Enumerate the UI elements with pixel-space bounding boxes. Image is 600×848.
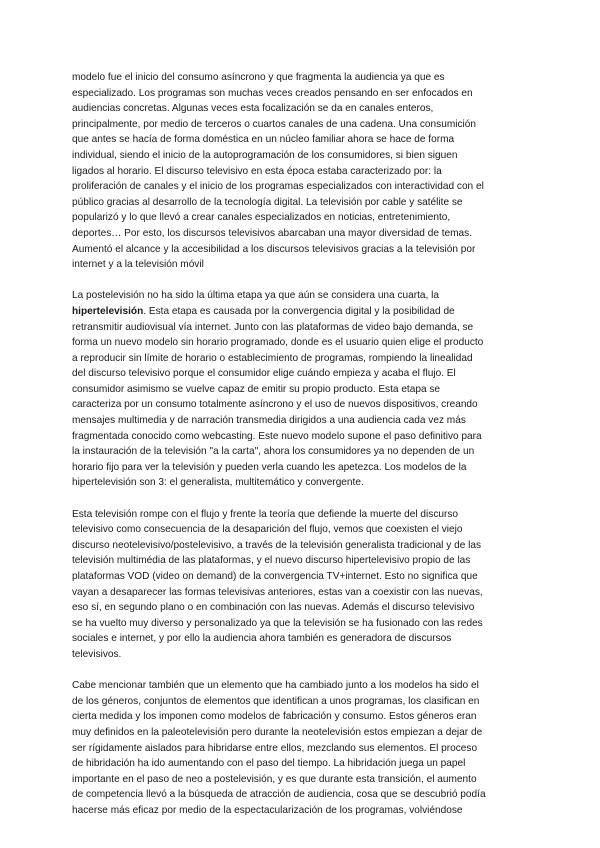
text-line: Cabe mencionar también que un elemento que ha cambiado junto a los modelos ha sido el xyxy=(72,680,479,692)
text-line: principalmente, por medio de terceros o cuartos canales de una cadena. Una consumición xyxy=(72,118,476,130)
text-line: Esta televisión rompe con el flujo y frente la teoría que defiende la muerte del discurso xyxy=(72,508,459,520)
text-line: muy definidos en la paleotelevisión pero durante la neotelevisión estos empiezan a dejar de xyxy=(72,726,483,738)
text-line: cierta medida y los imponen como modelos de fabricación y consumo. Estos géneros eran xyxy=(72,711,477,723)
text-line: de competencia llevó a la búsqueda de atracción de audiencia, cosa que se descubrió podía xyxy=(72,789,486,801)
text-line: deportes… Por esto, los discursos televisivos abarcaban una mayor diversidad de temas. xyxy=(72,227,473,239)
text-line: fragmentada conocido como webcasting. Este nuevo modelo supone el paso definitivo para xyxy=(72,430,482,442)
text-line: horario fijo para ver la televisión y pueden verla cuando les apetezca. Los modelos de la xyxy=(72,461,467,473)
text-line-with-term xyxy=(72,306,455,317)
text-line: que antes se hacía de forma doméstica en un núcleo familiar ahora se hace de forma xyxy=(72,134,455,146)
text-line: especializado. Los programas son muchas veces creados pensando en ser enfocados en xyxy=(72,87,473,99)
text-line: La postelevisión no ha sido la última etapa ya que aún se considera una cuarta, la xyxy=(72,290,439,302)
text-line: televisivos. xyxy=(72,648,122,660)
paragraph-1 xyxy=(72,70,527,273)
text-line: mensajes multimedia y de narración transmedia dirigidos a una audiencia cada vez más xyxy=(72,415,466,427)
bold-term: hipertelevisión xyxy=(72,305,144,317)
text-line: del discurso televisivo porque el consumidor elige cuándo empieza y acaba el flujo. El xyxy=(72,368,456,380)
text-line: la instauración de la televisión "a la carta", ahora los consumidores ya no dependen de un xyxy=(72,446,475,458)
text-line: individual, siendo el inicio de la autoprogramación de los consumidores, si bien siguen xyxy=(72,149,458,161)
text-line: caracteriza por un consumo totalmente asíncrono y el uso de nuevos dispositivos, creando xyxy=(72,399,478,411)
text-line: discurso neotelevisivo/postelevisivo, a través de la televisión generalista tradicional y de las xyxy=(72,539,482,551)
text-line: forma un nuevo modelo sin horario programado, donde es el usuario quien elige el producto xyxy=(72,337,484,349)
text-line: audiencias concretas. Algunas veces esta focalización se da en canales enteros, xyxy=(72,103,434,115)
text-line: de los géneros, conjuntos de elementos que identifican a unos programas, los clasifican en xyxy=(72,695,480,707)
paragraph-4 xyxy=(72,678,527,818)
text-line: a reproducir sin límite de horario o establecimiento de programas, rompiendo la linealidad xyxy=(72,352,473,364)
text-line: televisivo como consecuencia de la desaparición del flujo, vemos que coexisten el viejo xyxy=(72,524,463,536)
text-line: proliferación de canales y el inicio de los programas especializados con interactividad con el xyxy=(72,181,484,193)
text-line: internet y a la televisión móvil xyxy=(72,259,204,271)
text-line: sociales e internet, y por ello la audiencia ahora también es generadora de discursos xyxy=(72,633,452,645)
text-line: retransmitir audiovisual vía internet. Junto con las plataformas de video bajo demanda, se xyxy=(72,321,474,333)
text-line: vayan a desaparecer las formas televisivas anteriores, estas van a coexistir con las nuevas, xyxy=(72,586,483,598)
text-line: popularizó y lo que llevó a crear canales especializados en noticias, entretenimiento, xyxy=(72,212,451,224)
text-line: televisión multimédia de las plataformas, y el nuevo discurso hipertelevisivo propio de las xyxy=(72,555,471,567)
document-body xyxy=(72,70,527,834)
text-line: consumidor asimismo se vuelve capaz de emitir su propio producto. Esta etapa se xyxy=(72,383,441,395)
text-line: plataformas VOD (video on demand) de la convergencia TV+internet. Esto no significa que xyxy=(72,571,478,582)
text-line: público gracias al desarrollo de la tecnología digital. La televisión por cable y satélite se xyxy=(72,196,463,208)
paragraph-3 xyxy=(72,507,527,663)
paragraph-2 xyxy=(72,288,527,491)
text-line: se ha vuelto muy diverso y personalizado ya que la televisión se ha fusionado con las redes xyxy=(72,617,483,629)
text-line: de hibridación ha ido aumentando con el paso del tiempo. La hibridación juega un papel xyxy=(72,758,466,770)
text-fragment: . Esta etapa es causada por la convergencia digital y la posibilidad de xyxy=(143,305,455,317)
text-line: hipertelevisión son 3: el generalista, multitemático y convergente. xyxy=(72,477,364,489)
text-line: ser rígidamente aislados para hibridarse entre ellos, mezclando sus elementos. El proceso xyxy=(72,742,478,754)
text-line: modelo fue el inicio del consumo asíncrono y que fragmenta la audiencia ya que es xyxy=(72,72,445,83)
text-line: ligados al horario. El discurso televisivo en esta época estaba caracterizado por: la xyxy=(72,165,442,177)
text-line: Aumentó el alcance y la accesibilidad a los discursos televisivos gracias a la televisión por xyxy=(72,243,476,255)
text-line: eso sí, en segundo plano o en combinación con las nuevas. Además el discurso televisivo xyxy=(72,602,475,614)
text-line: hacerse más eficaz por medio de la espectacularización de los programas, volviéndose xyxy=(72,804,463,816)
text-line: importante en el paso de neo a postelevisión, y es que durante esta transición, el aumento xyxy=(72,773,477,785)
